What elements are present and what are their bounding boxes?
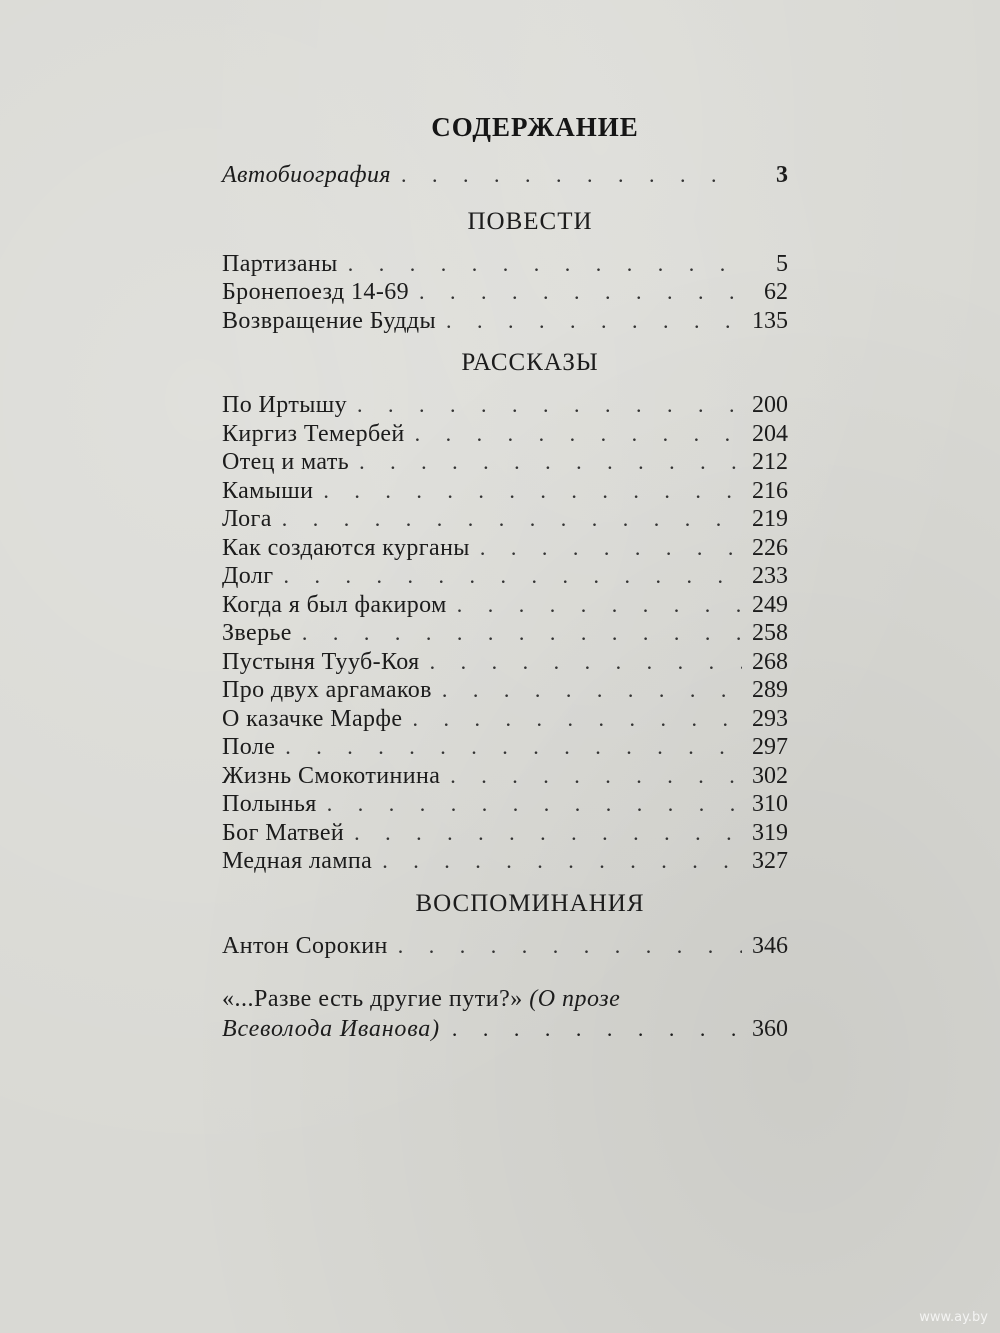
table-of-contents [222,112,788,1044]
dot-leader [283,562,742,590]
dot-leader [419,278,742,306]
entry-page-number: 346 [752,932,788,959]
entry-page-number: 327 [752,848,788,874]
toc-entry [222,505,788,534]
toc-entry [222,591,788,620]
entry-page-number: 319 [752,819,788,846]
entry-page-number: 135 [752,307,788,334]
essay-title: «...Разве есть другие пути?» [222,986,523,1012]
toc-entry [222,391,788,420]
entry-title: Полынья [222,791,317,817]
essay-second-line [222,1014,788,1044]
entry-page-number: 302 [752,762,788,789]
dot-leader [348,250,742,278]
essay-subtitle-start: (О прозе [529,986,621,1012]
entry-page-number: 5 [776,250,788,277]
section-entries [222,250,788,336]
toc-entry-essay [222,984,788,1044]
entry-title: Когда я был факиром [222,591,447,618]
section-heading: ВОСПОМИНАНИЯ [415,889,645,917]
section-entries [222,391,788,876]
entry-page-number: 258 [752,620,788,646]
entry-title: Камыши [222,477,314,504]
toc-entry [222,420,788,449]
entry-title: Про двух аргамаков [222,677,432,703]
dot-leader [480,534,742,562]
entry-title: Медная лампа [222,848,373,874]
entry-title: Долг [222,563,274,589]
toc-entry [222,819,788,848]
entry-page-number: 212 [752,449,788,475]
entry-page-number: 200 [752,392,788,418]
contents-title: СОДЕРЖАНИЕ [431,112,639,142]
dot-leader [430,648,742,676]
dot-leader [302,619,742,647]
toc-entry [222,790,788,819]
toc-entry [222,250,788,279]
entry-page-number: 310 [752,791,788,817]
dot-leader [359,448,742,476]
dot-leader [282,505,742,533]
entry-title: Возвращение Будды [222,307,436,334]
sections [222,208,788,961]
entry-page-number: 216 [752,477,788,504]
dot-leader [442,676,742,704]
entry-page-number: 249 [752,591,788,618]
toc-entry [222,534,788,563]
dot-leader [401,161,742,189]
entry-title: Пустыня Тууб-Коя [222,648,420,675]
essay-first-line [222,984,788,1014]
toc-entry [222,278,788,307]
toc-entry [222,619,788,648]
entry-title: Отец и мать [222,449,350,475]
toc-entry [222,847,788,876]
dot-leader [450,762,742,790]
entry-title: Киргиз Темербей [222,420,405,447]
entry-page-number: 219 [752,506,788,532]
entry-page-number: 289 [752,677,788,703]
toc-entry [222,733,788,762]
toc-entry [222,307,788,336]
dot-leader [285,733,742,761]
entry-page-number: 233 [752,563,788,589]
dot-leader [412,705,742,733]
essay-subtitle-end: Всеволода Иванова) [222,1016,440,1042]
entry-title: По Иртышу [222,392,348,418]
toc-entry [222,448,788,477]
entry-title: Бог Матвей [222,819,345,846]
toc-entry [222,932,788,961]
entry-page-number: 3 [776,162,788,188]
toc-entry [222,676,788,705]
entry-title: Как создаются курганы [222,534,470,561]
toc-entry [222,648,788,677]
dot-leader [415,420,742,448]
entry-title: Партизаны [222,250,338,277]
entry-title: Автобиография [222,162,391,188]
entry-page-number: 360 [752,1016,788,1042]
dot-leader [446,307,742,335]
toc-entry [222,562,788,591]
dot-leader [382,847,742,875]
dot-leader [327,790,742,818]
watermark: www.ay.by [919,1310,988,1325]
section-heading: ПОВЕСТИ [467,207,593,235]
entry-page-number: 297 [752,734,788,760]
dot-leader [323,477,742,505]
entry-page-number: 293 [752,705,788,732]
entry-title: Зверье [222,620,292,646]
entry-title: О казачке Марфе [222,705,403,732]
dot-leader [457,591,742,619]
section-heading: РАССКАЗЫ [461,349,599,376]
dot-leader [357,391,742,419]
entry-page-number: 204 [752,420,788,447]
entry-title: Бронепоезд 14-69 [222,279,410,305]
section-entries [222,932,788,961]
entry-title: Антон Сорокин [222,932,388,959]
entry-title: Поле [222,734,276,760]
entry-page-number: 62 [764,279,788,305]
dot-leader [452,1014,746,1044]
dot-leader [398,932,742,960]
entry-page-number: 268 [752,648,788,675]
toc-entry [222,762,788,791]
dot-leader [354,819,742,847]
entry-page-number: 226 [752,534,788,561]
entry-title: Лога [222,506,272,532]
toc-entry-autobiography [222,161,788,190]
toc-entry [222,705,788,734]
toc-entry [222,477,788,506]
entry-title: Жизнь Смокотинина [222,762,441,789]
